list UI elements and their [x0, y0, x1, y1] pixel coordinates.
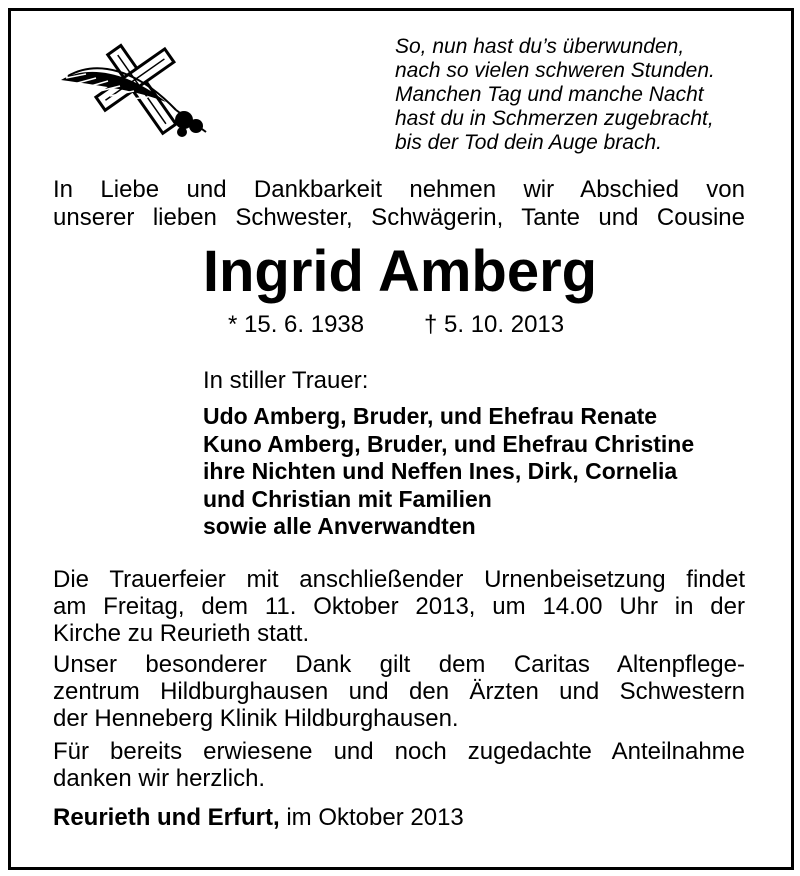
poem-line: nach so vielen schweren Stunden. — [395, 59, 715, 82]
poem-line: So, nun hast du’s überwunden, — [395, 35, 685, 58]
mourner-line: Udo Amberg, Bruder, und Ehefrau Renate — [203, 403, 658, 429]
sympathy-paragraph — [53, 738, 745, 792]
deceased-name: Ingrid Amberg — [202, 239, 598, 304]
mourner-line: und Christian mit Familien — [203, 485, 492, 512]
paragraph-line: Kirche zu Reurieth statt. — [53, 620, 310, 647]
birth-date: * 15. 6. 1938 — [228, 311, 365, 338]
paragraph-line: Die Trauerfeier mit anschließender Urnenbeisetzung findet — [53, 566, 745, 593]
thanks-paragraph — [53, 651, 745, 732]
intro-text — [53, 176, 745, 232]
paragraph-line: Unser besonderer Dank gilt dem Caritas Altenpflege- — [53, 651, 745, 678]
poem-line: Manchen Tag und manche Nacht — [395, 83, 704, 106]
paragraph-line: danken wir herzlich. — [53, 765, 266, 792]
paragraph-line: am Freitag, dem 11. Oktober 2013, um 14.00 Uhr in der — [53, 593, 745, 620]
signoff — [53, 804, 464, 832]
paragraph-line: zentrum Hildburghausen und den Ärzten und Schwestern — [53, 678, 745, 705]
paragraph-line: der Henneberg Klinik Hildburghausen. — [53, 705, 459, 732]
paragraph-line: Für bereits erwiesene und noch zugedachte Anteilnahme — [53, 738, 745, 765]
memorial-poem — [395, 35, 775, 155]
cross-with-palm-icon — [56, 40, 226, 140]
mourner-line: sowie alle Anverwandten — [203, 513, 476, 539]
intro-line: In Liebe und Dankbarkeit nehmen wir Abschied von — [53, 176, 745, 203]
signoff-place: Reurieth und Erfurt, — [53, 804, 280, 831]
poem-line: bis der Tod dein Auge brach. — [395, 131, 662, 154]
mourners-list — [203, 403, 694, 541]
poem-line: hast du in Schmerzen zugebracht, — [395, 107, 714, 130]
signoff-date: im Oktober 2013 — [279, 804, 464, 831]
mourner-line: ihre Nichten und Neffen Ines, Dirk, Cornelia — [203, 458, 678, 484]
mourning-heading: In stiller Trauer: — [203, 367, 369, 394]
death-date: † 5. 10. 2013 — [424, 311, 565, 338]
intro-line: unserer lieben Schwester, Schwägerin, Tante und Cousine — [53, 204, 745, 231]
mourner-line: Kuno Amberg, Bruder, und Ehefrau Christine — [203, 430, 695, 457]
funeral-paragraph — [53, 566, 745, 647]
